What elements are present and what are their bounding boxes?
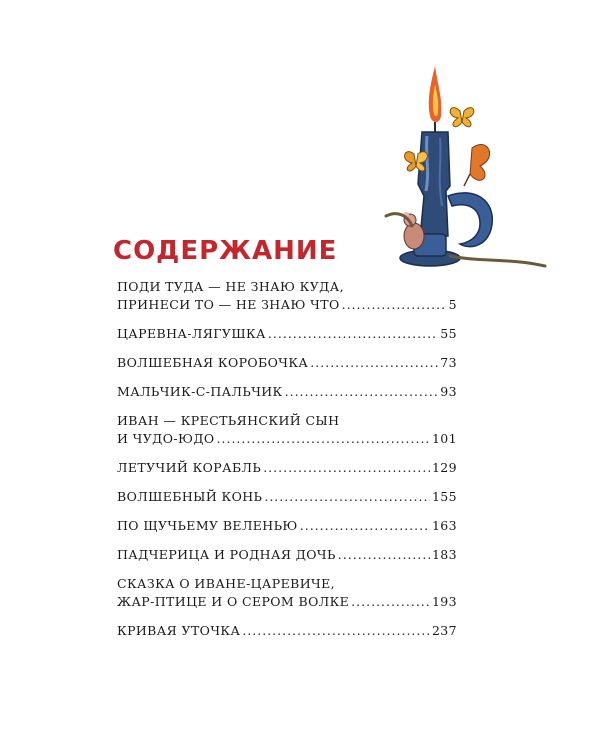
toc-entry — [117, 517, 457, 535]
toc-page-number: 155 — [431, 489, 457, 504]
candle-illustration — [380, 66, 550, 276]
leader-dots — [264, 488, 430, 506]
toc-title: ЦАРЕВНА-ЛЯГУШКА — [117, 326, 266, 341]
toc-title: ПАДЧЕРИЦА И РОДНАЯ ДОЧЬ — [117, 547, 336, 562]
candle-icon — [418, 132, 450, 238]
toc-title: КРИВАЯ УТОЧКА — [117, 623, 241, 638]
leader-dots — [285, 383, 439, 401]
contents-heading: СОДЕРЖАНИЕ — [113, 236, 338, 266]
toc-page-number: 73 — [440, 355, 457, 370]
table-of-contents — [117, 278, 457, 640]
toc-entry — [117, 459, 457, 477]
toc-entry — [117, 412, 457, 448]
leader-dots — [351, 593, 430, 611]
toc-title: ВОЛШЕБНАЯ КОРОБОЧКА — [117, 355, 309, 370]
toc-page-number: 55 — [440, 326, 457, 341]
toc-entry — [117, 575, 457, 611]
butterfly-icon — [450, 108, 474, 127]
toc-page-number: 93 — [440, 384, 457, 399]
toc-title: МАЛЬЧИК-С-ПАЛЬЧИК — [117, 384, 283, 399]
toc-entry — [117, 622, 457, 640]
toc-page-number: 129 — [431, 460, 457, 475]
toc-title: И ЧУДО-ЮДО — [117, 431, 215, 446]
toc-title: ЛЕТУЧИЙ КОРАБЛЬ — [117, 460, 262, 475]
toc-page-number: 237 — [431, 623, 457, 638]
toc-page-number: 163 — [431, 518, 457, 533]
toc-title: ПО ЩУЧЬЕМУ ВЕЛЕНЬЮ — [117, 518, 298, 533]
leader-dots — [217, 430, 430, 448]
toc-entry — [117, 488, 457, 506]
toc-title: СКАЗКА О ИВАНЕ-ЦАРЕВИЧЕ, — [117, 576, 335, 591]
toc-entry — [117, 325, 457, 343]
toc-page-number: 101 — [431, 431, 457, 446]
leader-dots — [300, 517, 430, 535]
leader-dots — [338, 546, 430, 564]
leader-dots — [310, 354, 438, 372]
toc-entry — [117, 546, 457, 564]
toc-entry — [117, 278, 457, 314]
butterfly-icon — [464, 144, 490, 186]
toc-entry — [117, 354, 457, 372]
toc-title: ЖАР-ПТИЦЕ И О СЕРОМ ВОЛКЕ — [117, 594, 350, 609]
toc-page-number: 5 — [448, 297, 457, 312]
leader-dots — [268, 325, 438, 343]
toc-title: ВОЛШЕБНЫЙ КОНЬ — [117, 489, 263, 504]
toc-entry — [117, 383, 457, 401]
butterfly-icon — [405, 152, 428, 171]
leader-dots — [263, 459, 430, 477]
leader-dots — [342, 296, 447, 314]
toc-title: ИВАН — КРЕСТЬЯНСКИЙ СЫН — [117, 413, 340, 428]
toc-page-number: 183 — [431, 547, 457, 562]
toc-title: ПРИНЕСИ ТО — НЕ ЗНАЮ ЧТО — [117, 297, 340, 312]
toc-title: ПОДИ ТУДА — НЕ ЗНАЮ КУДА, — [117, 279, 344, 294]
flame-icon — [429, 66, 442, 122]
leader-dots — [242, 622, 430, 640]
toc-page-number: 193 — [431, 594, 457, 609]
